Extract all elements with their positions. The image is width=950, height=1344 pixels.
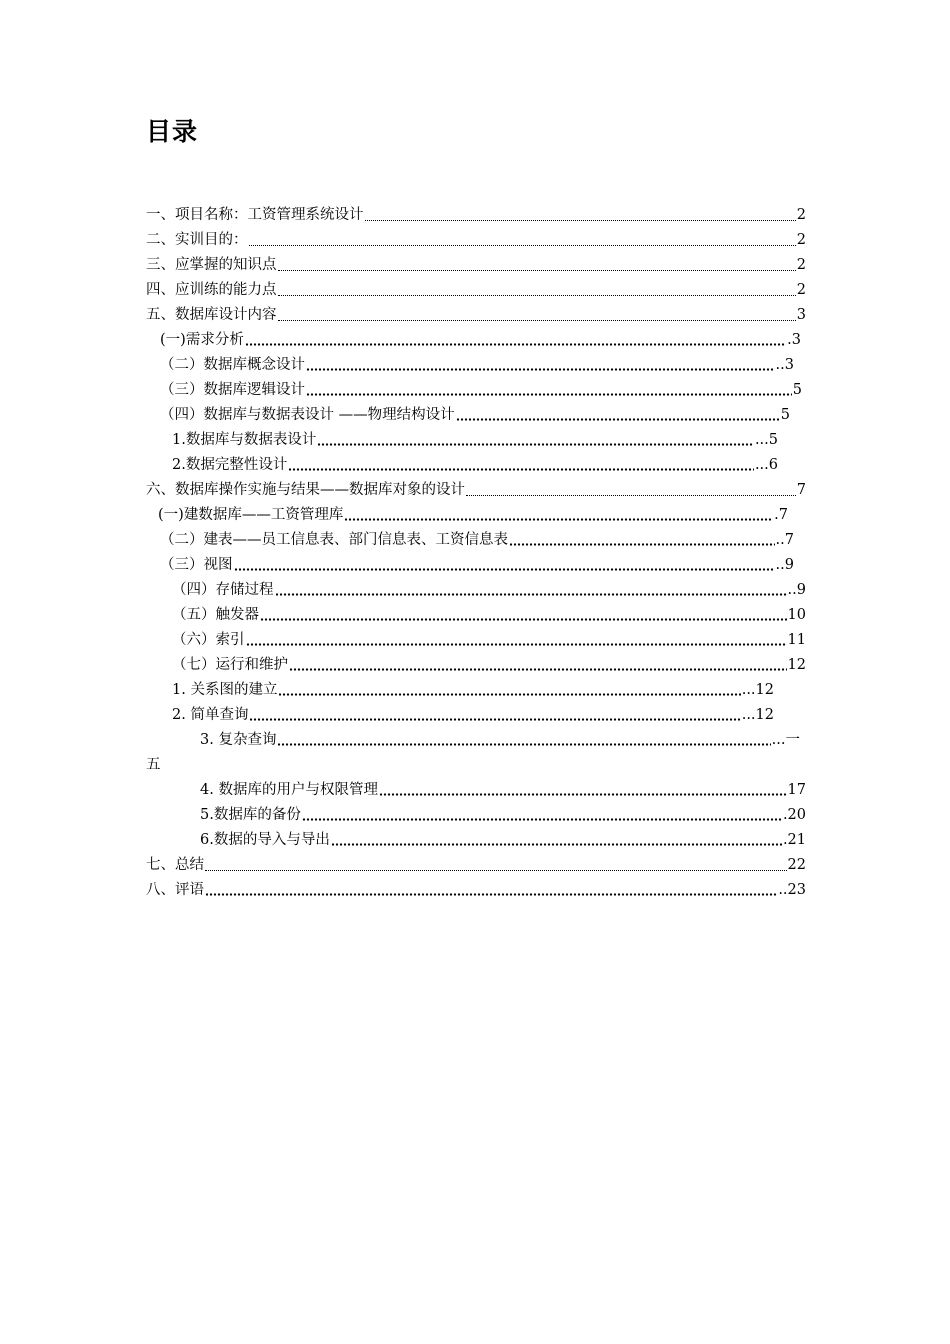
dot-leader [379,793,787,796]
toc-entry[interactable] [160,379,802,401]
toc-entry-label: 6.数据的导入与导出 [200,832,330,848]
toc-entry[interactable] [146,279,806,301]
toc-entry[interactable] [160,329,801,351]
toc-entry-label: 2.数据完整性设计 [172,457,288,473]
dot-leader [456,418,780,421]
dot-leader [205,867,787,871]
toc-entry-label: 1.数据库与数据表设计 [172,432,317,448]
toc-entry-label: （四）数据库与数据表设计 ——物理结构设计 [160,407,455,423]
dot-leader [344,518,773,521]
toc-entry[interactable] [146,879,806,901]
toc-entry[interactable] [146,204,806,226]
dot-leader [278,267,796,271]
dot-leader [365,217,796,221]
dot-leader [277,743,770,746]
toc-entry-page: 5 [792,382,802,398]
dot-leader [302,818,782,821]
toc-entry[interactable] [200,729,800,751]
toc-entry-label: （二）建表——员工信息表、部门信息表、工资信息表 [160,532,508,548]
toc-entry[interactable] [172,704,774,726]
dot-leader [234,568,775,571]
toc-entry-page: 2 [796,282,806,298]
toc-entry-page: .20 [782,807,806,823]
toc-entry-label: （五）触发器 [172,607,259,623]
toc-entry-page: .3 [787,332,801,348]
dot-leader [245,343,786,346]
toc-entry-label: 五、数据库设计内容 [146,307,277,323]
toc-entry[interactable] [146,254,806,276]
dot-leader [275,593,787,596]
toc-entry-label: 八、评语 [146,882,204,898]
toc-entry[interactable] [158,504,788,526]
toc-entry-label: 1. 关系图的建立 [172,682,278,698]
toc-entry-page: ...12 [741,707,774,723]
toc-entry-label: （三）视图 [160,557,233,573]
toc-entry-page: 11 [787,632,806,648]
toc-entry-label: 四、应训练的能力点 [146,282,277,298]
toc-entry-label: 2. 简单查询 [172,707,249,723]
dot-leader [260,618,787,621]
toc-entry-label: 六、数据库操作实施与结果——数据库对象的设计 [146,482,465,498]
toc-entry-label: (一)需求分析 [160,332,244,348]
dot-leader [249,242,796,246]
dot-leader [278,693,740,696]
toc-entry-page: ...一 [771,732,800,748]
toc-entry[interactable] [160,529,794,551]
toc-entry-label: （三）数据库逻辑设计 [160,382,305,398]
toc-entry[interactable] [172,604,806,626]
dot-leader [278,292,796,296]
toc-entry-page: ...12 [741,682,774,698]
toc-entry-page: ..9 [787,582,806,598]
toc-entry-page: 12 [787,657,806,673]
dot-leader [306,368,775,371]
toc-entry[interactable] [146,854,806,876]
toc-entry-page: ...6 [754,457,778,473]
toc-entry-label: 4. 数据库的用户与权限管理 [200,782,378,798]
dot-leader [317,443,754,446]
toc-entry[interactable] [200,829,806,851]
toc-entry[interactable] [200,804,806,826]
toc-entry-label: （六）索引 [172,632,245,648]
toc-entry[interactable] [172,429,778,451]
toc-entry[interactable] [160,404,790,426]
toc-entry[interactable] [172,579,806,601]
toc-entry-page: .7 [774,507,788,523]
toc-entry[interactable] [146,304,806,326]
toc-entry-page: ..3 [775,357,794,373]
toc-entry-page: .21 [782,832,806,848]
toc-entry[interactable] [172,679,774,701]
toc-entry-label: 二、实训目的： [146,232,248,248]
toc-entry[interactable] [200,779,806,801]
dot-leader [249,718,740,721]
toc-entry-label: （四）存储过程 [172,582,274,598]
dot-leader [278,317,796,321]
toc-entry[interactable] [160,354,794,376]
toc-entry-page: 2 [796,207,806,223]
toc-entry-label: （二）数据库概念设计 [160,357,305,373]
toc-entry-page: 2 [796,257,806,273]
toc-entry-page: 3 [796,307,806,323]
toc-entry-page: ..7 [775,532,794,548]
toc-entry-label: （七）运行和维护 [172,657,288,673]
toc-entry-label: 一、项目名称：工资管理系统设计 [146,207,364,223]
toc-entry-label: (一)建数据库——工资管理库 [158,507,344,523]
toc-title: 目录 [146,117,199,146]
toc-entry-page: 17 [787,782,806,798]
dot-leader [306,393,792,396]
dot-leader [205,893,777,896]
toc-entry-page: 2 [796,232,806,248]
toc-entry[interactable] [172,454,778,476]
toc-entry-page: 22 [787,857,806,873]
toc-entry-page: ...5 [754,432,778,448]
toc-entry-label: 5.数据库的备份 [200,807,301,823]
toc-entry-page: ..23 [778,882,806,898]
toc-entry-label: 3. 复杂查询 [200,732,277,748]
dot-leader [246,643,787,646]
toc-entry-page: 5 [780,407,790,423]
toc-entry-label: 七、总结 [146,857,204,873]
dot-leader [289,668,787,671]
dot-leader [466,492,796,496]
toc-entry-page: 7 [796,482,806,498]
dot-leader [331,843,782,846]
dot-leader [509,543,775,546]
toc-entry-page: 10 [787,607,806,623]
toc-entry-label: 三、应掌握的知识点 [146,257,277,273]
toc-entry[interactable] [172,629,806,651]
dot-leader [288,468,754,471]
toc-entry[interactable] [146,479,806,501]
toc-entry-page: ..9 [775,557,794,573]
toc-entry-wrapped-page: 五 [146,757,161,773]
toc-entry[interactable] [172,654,806,676]
toc-entry[interactable] [146,229,806,251]
toc-entry[interactable] [160,554,794,576]
